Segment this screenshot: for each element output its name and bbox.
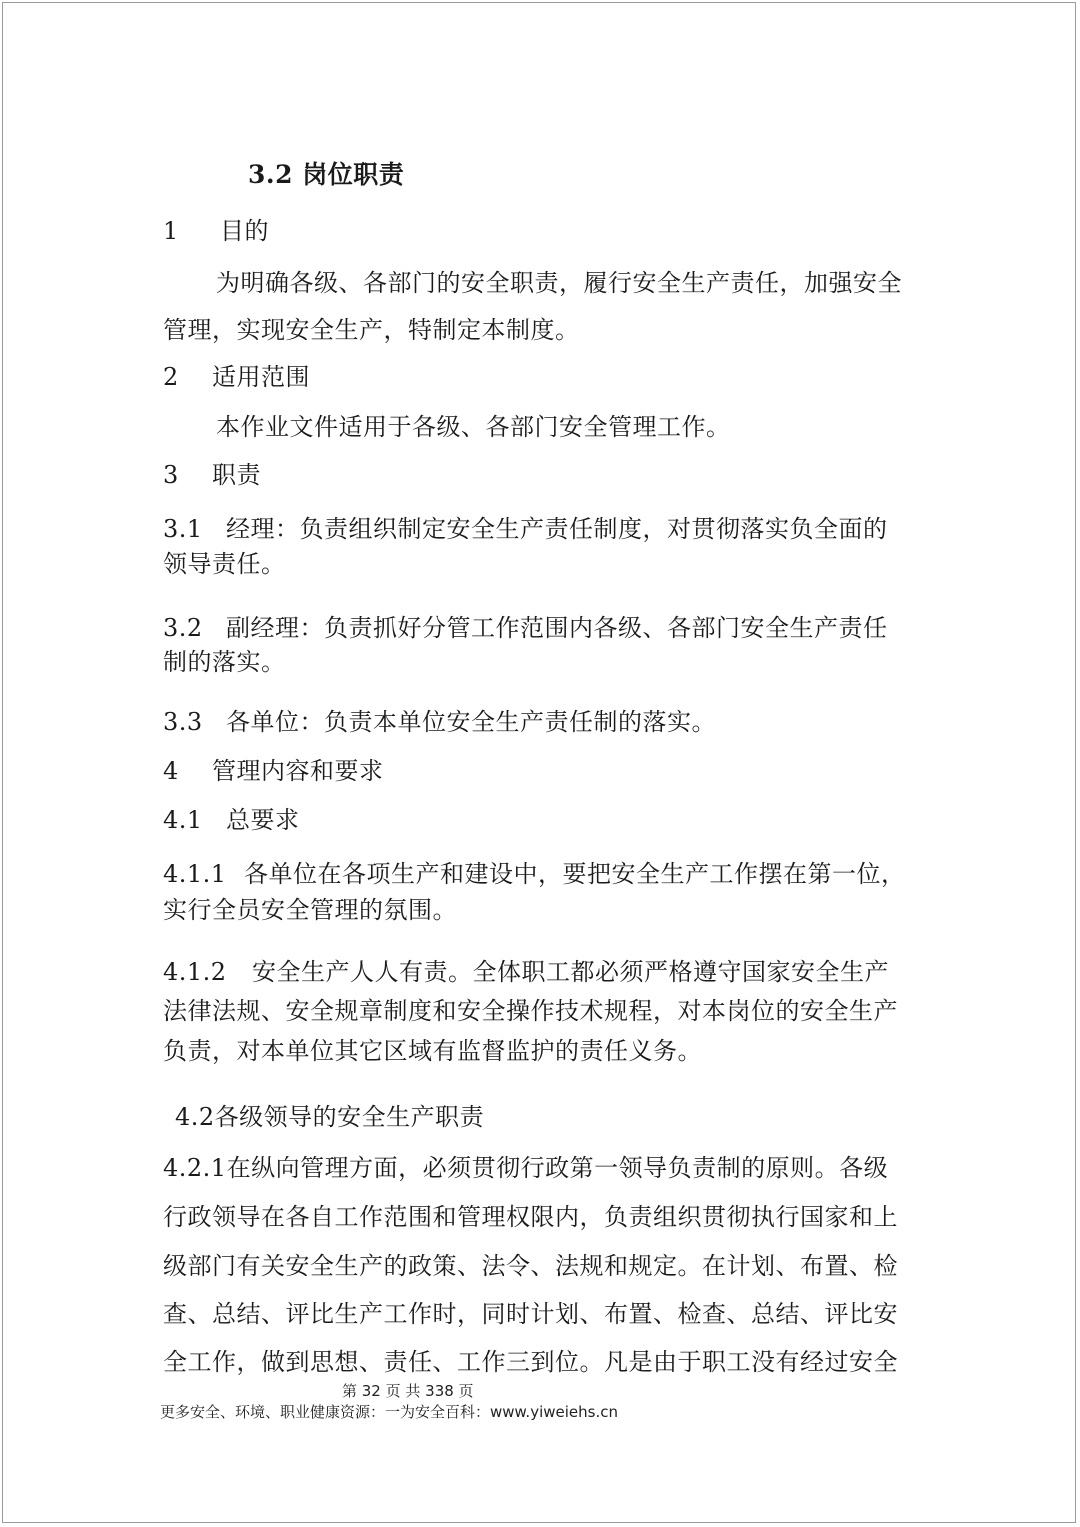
section-4-1-1-number: 4.1.1: [163, 860, 227, 888]
section-1-para-line-1: 为明确各级、各部门的安全职责，履行安全生产责任，加强安全: [216, 269, 902, 297]
section-4-1-1-line-1: 各单位在各项生产和建设中，要把安全生产工作摆在第一位，: [244, 860, 906, 888]
section-1-number: 1: [163, 217, 179, 245]
section-1-heading: 目的: [220, 217, 269, 245]
section-4-2-heading: 4.2各级领导的安全生产职责: [175, 1103, 485, 1131]
section-3-2-line-1: 副经理：负责抓好分管工作范围内各级、各部门安全生产责任: [226, 614, 888, 642]
section-4-1-2-line-3: 负责，对本单位其它区域有监督监护的责任义务。: [163, 1037, 702, 1065]
section-3-3-line-1: 各单位：负责本单位安全生产责任制的落实。: [226, 708, 716, 736]
section-3-1-number: 3.1: [163, 515, 203, 543]
section-4-2-1-line-1: 4.2.1在纵向管理方面，必须贯彻行政第一领导负责制的原则。各级: [163, 1154, 889, 1182]
section-4-number: 4: [163, 757, 179, 785]
section-3-3-number: 3.3: [163, 708, 203, 736]
section-1-para-line-2: 管理，实现安全生产，特制定本制度。: [163, 316, 580, 344]
section-3-number: 3: [163, 461, 179, 489]
section-3-2-line-2: 制的落实。: [163, 648, 286, 676]
section-4-1-2-line-1: 安全生产人人有责。全体职工都必须严格遵守国家安全生产: [252, 958, 889, 986]
section-3-1-line-2: 领导责任。: [163, 550, 286, 578]
page-title: 3.2 岗位职责: [248, 160, 405, 189]
page-number-footer: 第 32 页 共 338 页: [342, 1382, 474, 1400]
section-4-1-2-number: 4.1.2: [163, 958, 227, 986]
section-4-2-1-line-2: 行政领导在各自工作范围和管理权限内，负责组织贯彻执行国家和上: [163, 1203, 898, 1231]
section-4-2-1-line-5: 全工作，做到思想、责任、工作三到位。凡是由于职工没有经过安全: [163, 1348, 898, 1376]
section-2-number: 2: [163, 363, 179, 391]
source-footer: 更多安全、环境、职业健康资源：一为安全百科：www.yiweiehs.cn: [160, 1403, 618, 1421]
section-3-heading: 职责: [212, 461, 261, 489]
section-3-2-number: 3.2: [163, 614, 203, 642]
section-4-heading: 管理内容和要求: [212, 757, 384, 785]
section-2-heading: 适用范围: [212, 363, 310, 391]
section-4-2-1-line-3: 级部门有关安全生产的政策、法令、法规和规定。在计划、布置、检: [163, 1252, 898, 1280]
section-2-para: 本作业文件适用于各级、各部门安全管理工作。: [216, 413, 731, 441]
section-4-1-heading: 总要求: [226, 806, 300, 834]
section-4-1-number: 4.1: [163, 806, 203, 834]
section-4-2-1-line-4: 查、总结、评比生产工作时，同时计划、布置、检查、总结、评比安: [163, 1300, 898, 1328]
section-4-1-2-line-2: 法律法规、安全规章制度和安全操作技术规程，对本岗位的安全生产: [163, 997, 898, 1025]
section-3-1-line-1: 经理：负责组织制定安全生产责任制度，对贯彻落实负全面的: [226, 515, 888, 543]
section-4-1-1-line-2: 实行全员安全管理的氛围。: [163, 896, 457, 924]
